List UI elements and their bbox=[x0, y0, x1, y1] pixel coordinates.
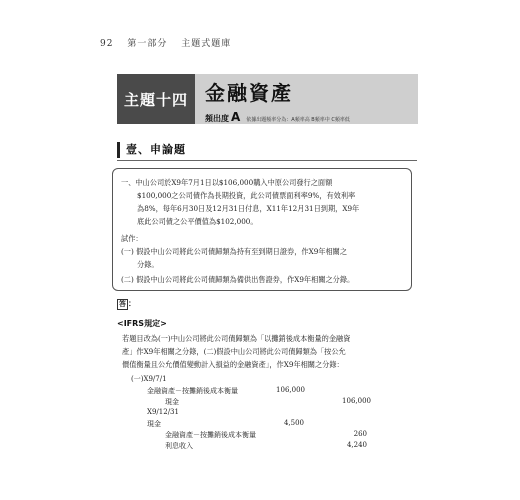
journal-debit-account: 現金 bbox=[147, 420, 161, 428]
answer-paragraph-line: 若題目改為(一)中山公司將此公司債歸類為「以攤銷後成本衡量的金融資 bbox=[122, 334, 351, 343]
topic-label: 主題十四 bbox=[117, 74, 195, 124]
journal-credit-amount: 106,000 bbox=[342, 397, 371, 405]
frequency-grade: A bbox=[231, 110, 241, 124]
section-title: 壹、申論題 bbox=[126, 143, 186, 156]
frequency-note: 依據出題頻率分為：A頻率高 B頻率中 C頻率低 bbox=[246, 117, 350, 123]
section-heading bbox=[117, 140, 417, 160]
page-number: 92 bbox=[100, 39, 114, 49]
topic-title: 金融資產 bbox=[205, 81, 293, 105]
question-prompt: 試作： bbox=[121, 234, 143, 243]
frequency-label: 頻出度 bbox=[205, 114, 229, 123]
question-box bbox=[112, 168, 412, 291]
question-item: (一) 假設中山公司將此公司債歸類為持有至到期日證券，作X9年相關之 bbox=[121, 247, 348, 256]
answer-mark: 答 bbox=[119, 300, 126, 308]
journal-credit-account: 利息收入 bbox=[165, 442, 193, 450]
question-item: (二) 假設中山公司將此公司債歸類為備供出售證券，作X9年相關之分錄。 bbox=[121, 275, 355, 284]
journal-credit-amount: 4,240 bbox=[346, 441, 367, 449]
question-line: 底此公司債之公平價值為$102,000。 bbox=[137, 217, 258, 226]
frequency-line bbox=[205, 106, 350, 125]
journal-date: X9/12/31 bbox=[147, 408, 179, 416]
journal-part-date: (一)X9/7/1 bbox=[131, 375, 167, 383]
answer-heading bbox=[117, 298, 136, 310]
question-line: 一、中山公司於X9年7月1日以$106,000購入中原公司發行之面額 bbox=[121, 178, 333, 187]
journal-debit-amount: 4,500 bbox=[283, 419, 304, 427]
question-line: $100,000之公司債作為長期投資，此公司債票面利率9%，有效利率 bbox=[137, 191, 356, 200]
journal-credit-amount: 260 bbox=[353, 430, 367, 438]
journal-debit-account: 金融資產－按攤銷後成本衡量 bbox=[147, 387, 238, 395]
section-underline bbox=[117, 160, 417, 161]
answer-paragraph-line: 產」作X9年相關之分錄，(二)假設中山公司將此公司債歸類為「按公允 bbox=[122, 347, 346, 356]
topic-banner bbox=[117, 74, 418, 124]
question-item: 分錄。 bbox=[137, 260, 159, 269]
ifrs-label: <IFRS規定> bbox=[117, 319, 167, 328]
part-label: 第一部分 bbox=[127, 39, 168, 49]
answer-paragraph-line: 價值衡量且公允價值變動計入損益的金融資產」，作X9年相關之分錄： bbox=[122, 360, 344, 369]
journal-credit-account: 現金 bbox=[165, 398, 179, 406]
journal-debit-amount: 106,000 bbox=[276, 386, 305, 394]
journal-credit-account: 金融資產－按攤銷後成本衡量 bbox=[165, 431, 256, 439]
answer-colon: ： bbox=[128, 299, 136, 308]
section-bar bbox=[117, 142, 120, 158]
page-header bbox=[100, 36, 241, 49]
question-line: 為8%，每年6月30日及12月31日付息，X11年12月31日到期，X9年 bbox=[137, 204, 360, 213]
section-label: 主題式題庫 bbox=[181, 39, 232, 49]
